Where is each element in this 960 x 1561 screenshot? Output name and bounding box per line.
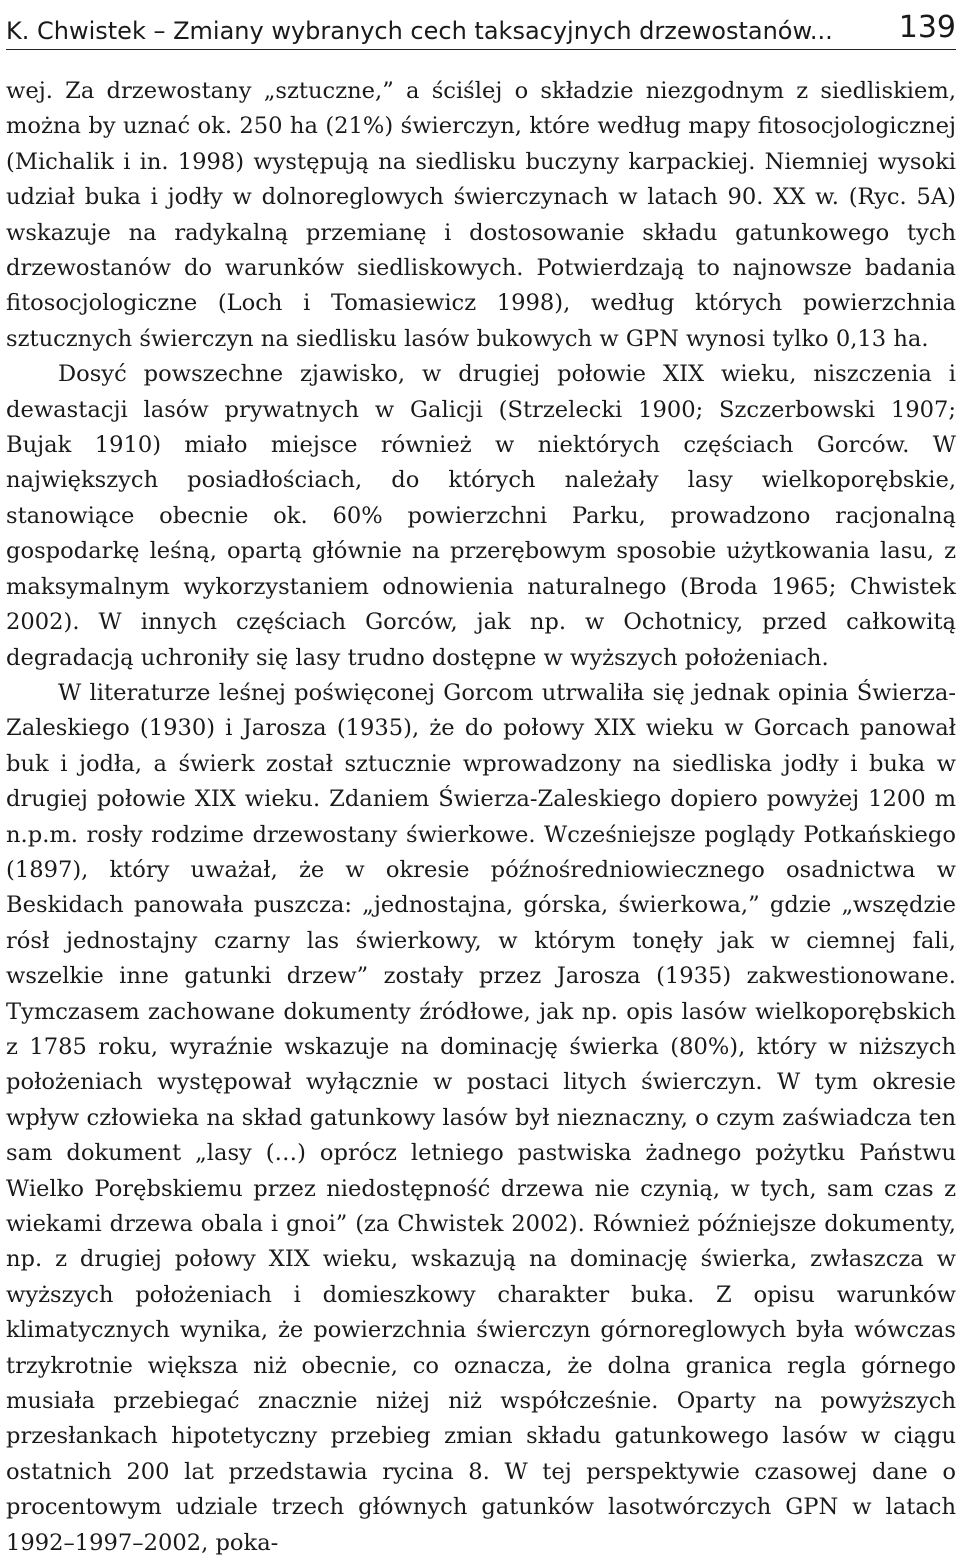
paragraph-2: Dosyć powszechne zjawisko, w drugiej połowie XIX wieku, niszczenia i dewastacji lasów prywatnych w Galicji (Strzelecki 1900; Szczerbowski 1907; Bujak 1910) miało miejsce również w niektórych częściach Gorców. W największych posiadłościach, do których należały lasy wielkoporębskie, stanowiące obecnie ok. 60% powierzchni Parku, prowadzono racjonalną gospodarkę leśną, opartą głównie na przerębowym sposobie użytkowania lasu, z maksymalnym wykorzystaniem odnowienia naturalnego (Broda 1965; Chwistek 2002). W innych częściach Gorców, jak np. w Ochotnicy, przed całkowitą degradacją uchroniły się lasy trudno dostępne w wyższych położeniach. bbox=[6, 361, 956, 671]
paragraph-3: W literaturze leśnej poświęconej Gorcom utrwaliła się jednak opinia Świerza-Zaleskiego (1930) i Jarosza (1935), że do połowy XIX wieku w Gorcach panował buk i jodła, a świerk został sztucznie wprowadzony na siedliska jodły i buka w drugiej połowie XIX wieku. Zdaniem Świerza-Zaleskiego dopiero powyżej 1200 m n.p.m. rosły rodzime drzewostany świerkowe. Wcześniejsze poglądy Potkańskiego (1897), który uważał, że w okresie późnośredniowiecznego osadnictwa w Beskidach panowała puszcza: „jednostajna, górska, świerkowa,” gdzie „wszędzie rósł jednostajny czarny las świerkowy, w którym tonęły jak w ciemnej fali, wszelkie inne gatunki drzew” zostały przez Jarosza (1935) zakwestionowane. Tymczasem zachowane dokumenty źródłowe, jak np. opis lasów wielkoporębskich z 1785 roku, wyraźnie wskazuje na dominację świerka (80%), który w niższych położeniach występował wyłącznie w postaci litych świerczyn. W tym okresie wpływ człowieka na skład gatunkowy lasów był nieznaczny, o czym zaświadcza ten sam dokument „lasy (…) oprócz letniego pastwiska żadnego pożytku Państwu Wielko Porębskiemu przez niedostępność drzewa nie czynią, w tych, sam czas z wiekami drzewa obala i gnoi” (za Chwistek 2002). Również późniejsze dokumenty, np. z drugiej połowy XIX wieku, wskazują na dominację świerka, zwłaszcza w wyższych położeniach i domieszkowy charakter buka. Z opisu warunków klimatycznych wynika, że powierzchnia świerczyn górnoreglowych była wówczas trzykrotnie większa niż obecnie, co oznacza, że dolna granica regla górnego musiała przebiegać znacznie niżej niż współcześnie. Oparty na powyższych przesłankach hipotetyczny przebieg zmian składu gatunkowego lasów w ciągu ostatnich 200 lat przedstawia rycina 8. W tej perspektywie czasowej dane o procentowym udziale trzech głównych gatunków lasotwórczych GPN w latach 1992–1997–2002, poka- bbox=[6, 679, 956, 1556]
running-title: K. Chwistek – Zmiany wybranych cech taksacyjnych drzewostanów... bbox=[6, 17, 833, 45]
paragraph-1: wej. Za drzewostany „sztuczne,” a ściślej o składzie niezgodnym z siedliskiem, można by uznać ok. 250 ha (21%) świerczyn, które według mapy fitosocjologicznej (Michalik i in. 1998) występują na siedlisku buczyny karpackiej. Niemniej wysoki udział buka i jodły w dolnoreglowych świerczynach w latach 90. XX w. (Ryc. 5A) wskazuje na radykalną przemianę i dostosowanie składu gatunkowego tych drzewostanów do warunków siedliskowych. Potwierdzają to najnowsze badania fitosocjologiczne (Loch i Tomasiewicz 1998), według których powierzchnia sztucznych świerczyn na siedlisku lasów bukowych w GPN wynosi tylko 0,13 ha. bbox=[6, 78, 956, 352]
page-number: 139 bbox=[898, 10, 956, 45]
body-text bbox=[6, 74, 956, 1561]
running-header bbox=[6, 0, 956, 50]
